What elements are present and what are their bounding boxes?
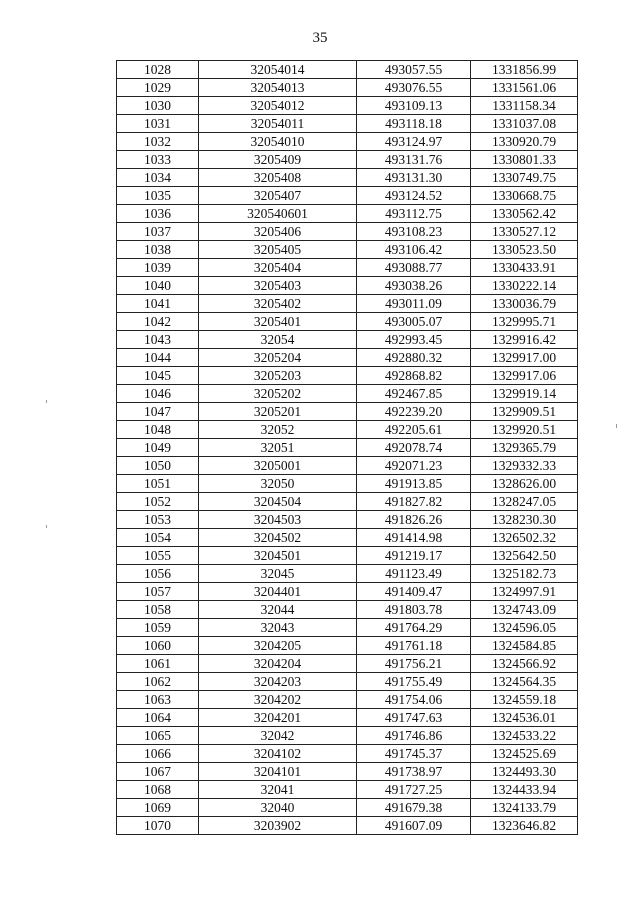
point-code-cell: 3205407 (199, 187, 357, 205)
scan-mark (46, 525, 47, 528)
table-row (117, 79, 578, 97)
table-row (117, 511, 578, 529)
x-coordinate-cell: 492880.32 (357, 349, 471, 367)
x-coordinate-cell: 493005.07 (357, 313, 471, 331)
row-number-cell: 1049 (117, 439, 199, 457)
y-coordinate-cell: 1330801.33 (471, 151, 578, 169)
y-coordinate-cell: 1324564.35 (471, 673, 578, 691)
row-number-cell: 1069 (117, 799, 199, 817)
y-coordinate-cell: 1324493.30 (471, 763, 578, 781)
row-number-cell: 1056 (117, 565, 199, 583)
x-coordinate-cell: 491754.06 (357, 691, 471, 709)
y-coordinate-cell: 1328230.30 (471, 511, 578, 529)
x-coordinate-cell: 491827.82 (357, 493, 471, 511)
y-coordinate-cell: 1329917.00 (471, 349, 578, 367)
y-coordinate-cell: 1325182.73 (471, 565, 578, 583)
table-row (117, 223, 578, 241)
point-code-cell: 32054010 (199, 133, 357, 151)
point-code-cell: 32042 (199, 727, 357, 745)
table-row (117, 781, 578, 799)
y-coordinate-cell: 1330036.79 (471, 295, 578, 313)
y-coordinate-cell: 1325642.50 (471, 547, 578, 565)
x-coordinate-cell: 492868.82 (357, 367, 471, 385)
point-code-cell: 3204502 (199, 529, 357, 547)
row-number-cell: 1063 (117, 691, 199, 709)
x-coordinate-cell: 492467.85 (357, 385, 471, 403)
table-row (117, 457, 578, 475)
table-body (117, 61, 578, 835)
point-code-cell: 3205403 (199, 277, 357, 295)
row-number-cell: 1030 (117, 97, 199, 115)
x-coordinate-cell: 492993.45 (357, 331, 471, 349)
table-row (117, 187, 578, 205)
table-row (117, 61, 578, 79)
y-coordinate-cell: 1331856.99 (471, 61, 578, 79)
x-coordinate-cell: 493057.55 (357, 61, 471, 79)
table-row (117, 691, 578, 709)
row-number-cell: 1038 (117, 241, 199, 259)
row-number-cell: 1053 (117, 511, 199, 529)
table-row (117, 475, 578, 493)
x-coordinate-cell: 491747.63 (357, 709, 471, 727)
row-number-cell: 1058 (117, 601, 199, 619)
y-coordinate-cell: 1324536.01 (471, 709, 578, 727)
table-row (117, 565, 578, 583)
point-code-cell: 3205202 (199, 385, 357, 403)
point-code-cell: 3204204 (199, 655, 357, 673)
table-row (117, 727, 578, 745)
point-code-cell: 3204201 (199, 709, 357, 727)
y-coordinate-cell: 1329916.42 (471, 331, 578, 349)
point-code-cell: 3205408 (199, 169, 357, 187)
point-code-cell: 3205404 (199, 259, 357, 277)
point-code-cell: 32041 (199, 781, 357, 799)
y-coordinate-cell: 1331158.34 (471, 97, 578, 115)
x-coordinate-cell: 493112.75 (357, 205, 471, 223)
y-coordinate-cell: 1324596.05 (471, 619, 578, 637)
row-number-cell: 1066 (117, 745, 199, 763)
row-number-cell: 1047 (117, 403, 199, 421)
y-coordinate-cell: 1324433.94 (471, 781, 578, 799)
table-row (117, 205, 578, 223)
row-number-cell: 1042 (117, 313, 199, 331)
point-code-cell: 32045 (199, 565, 357, 583)
row-number-cell: 1039 (117, 259, 199, 277)
x-coordinate-cell: 493118.18 (357, 115, 471, 133)
point-code-cell: 3204205 (199, 637, 357, 655)
table-row (117, 115, 578, 133)
coordinates-table (116, 60, 578, 835)
x-coordinate-cell: 491755.49 (357, 673, 471, 691)
row-number-cell: 1044 (117, 349, 199, 367)
row-number-cell: 1043 (117, 331, 199, 349)
y-coordinate-cell: 1329920.51 (471, 421, 578, 439)
table-row (117, 241, 578, 259)
table-row (117, 349, 578, 367)
row-number-cell: 1032 (117, 133, 199, 151)
row-number-cell: 1031 (117, 115, 199, 133)
x-coordinate-cell: 491607.09 (357, 817, 471, 835)
y-coordinate-cell: 1330433.91 (471, 259, 578, 277)
y-coordinate-cell: 1328247.05 (471, 493, 578, 511)
point-code-cell: 3204102 (199, 745, 357, 763)
y-coordinate-cell: 1324133.79 (471, 799, 578, 817)
point-code-cell: 32050 (199, 475, 357, 493)
table-row (117, 583, 578, 601)
table-row (117, 799, 578, 817)
y-coordinate-cell: 1329919.14 (471, 385, 578, 403)
point-code-cell: 320540601 (199, 205, 357, 223)
row-number-cell: 1037 (117, 223, 199, 241)
point-code-cell: 3205203 (199, 367, 357, 385)
row-number-cell: 1057 (117, 583, 199, 601)
point-code-cell: 3205204 (199, 349, 357, 367)
point-code-cell: 32040 (199, 799, 357, 817)
table-row (117, 673, 578, 691)
table-row (117, 367, 578, 385)
point-code-cell: 32044 (199, 601, 357, 619)
y-coordinate-cell: 1329995.71 (471, 313, 578, 331)
point-code-cell: 3205409 (199, 151, 357, 169)
point-code-cell: 3204101 (199, 763, 357, 781)
point-code-cell: 32051 (199, 439, 357, 457)
table-row (117, 295, 578, 313)
point-code-cell: 3204504 (199, 493, 357, 511)
table-row (117, 601, 578, 619)
row-number-cell: 1033 (117, 151, 199, 169)
row-number-cell: 1062 (117, 673, 199, 691)
x-coordinate-cell: 493076.55 (357, 79, 471, 97)
table-row (117, 763, 578, 781)
table-row (117, 169, 578, 187)
x-coordinate-cell: 491826.26 (357, 511, 471, 529)
x-coordinate-cell: 493124.52 (357, 187, 471, 205)
y-coordinate-cell: 1331037.08 (471, 115, 578, 133)
y-coordinate-cell: 1324566.92 (471, 655, 578, 673)
y-coordinate-cell: 1323646.82 (471, 817, 578, 835)
x-coordinate-cell: 491679.38 (357, 799, 471, 817)
x-coordinate-cell: 491409.47 (357, 583, 471, 601)
x-coordinate-cell: 493106.42 (357, 241, 471, 259)
table-row (117, 547, 578, 565)
x-coordinate-cell: 491746.86 (357, 727, 471, 745)
point-code-cell: 3205402 (199, 295, 357, 313)
row-number-cell: 1048 (117, 421, 199, 439)
y-coordinate-cell: 1330749.75 (471, 169, 578, 187)
y-coordinate-cell: 1324559.18 (471, 691, 578, 709)
table-row (117, 421, 578, 439)
row-number-cell: 1055 (117, 547, 199, 565)
table-row (117, 619, 578, 637)
table-row (117, 655, 578, 673)
row-number-cell: 1054 (117, 529, 199, 547)
x-coordinate-cell: 491756.21 (357, 655, 471, 673)
row-number-cell: 1061 (117, 655, 199, 673)
point-code-cell: 3203902 (199, 817, 357, 835)
point-code-cell: 32054012 (199, 97, 357, 115)
x-coordinate-cell: 492071.23 (357, 457, 471, 475)
row-number-cell: 1070 (117, 817, 199, 835)
table-row (117, 385, 578, 403)
y-coordinate-cell: 1324743.09 (471, 601, 578, 619)
x-coordinate-cell: 491745.37 (357, 745, 471, 763)
x-coordinate-cell: 493011.09 (357, 295, 471, 313)
x-coordinate-cell: 493124.97 (357, 133, 471, 151)
row-number-cell: 1035 (117, 187, 199, 205)
row-number-cell: 1041 (117, 295, 199, 313)
point-code-cell: 32052 (199, 421, 357, 439)
table-row (117, 709, 578, 727)
row-number-cell: 1029 (117, 79, 199, 97)
point-code-cell: 3205401 (199, 313, 357, 331)
y-coordinate-cell: 1328626.00 (471, 475, 578, 493)
row-number-cell: 1050 (117, 457, 199, 475)
y-coordinate-cell: 1324525.69 (471, 745, 578, 763)
row-number-cell: 1040 (117, 277, 199, 295)
table-row (117, 403, 578, 421)
row-number-cell: 1059 (117, 619, 199, 637)
table-row (117, 259, 578, 277)
point-code-cell: 3204501 (199, 547, 357, 565)
x-coordinate-cell: 492078.74 (357, 439, 471, 457)
point-code-cell: 3204203 (199, 673, 357, 691)
x-coordinate-cell: 492239.20 (357, 403, 471, 421)
row-number-cell: 1068 (117, 781, 199, 799)
row-number-cell: 1067 (117, 763, 199, 781)
table-row (117, 313, 578, 331)
row-number-cell: 1064 (117, 709, 199, 727)
y-coordinate-cell: 1330523.50 (471, 241, 578, 259)
x-coordinate-cell: 491727.25 (357, 781, 471, 799)
y-coordinate-cell: 1324584.85 (471, 637, 578, 655)
row-number-cell: 1046 (117, 385, 199, 403)
y-coordinate-cell: 1324997.91 (471, 583, 578, 601)
x-coordinate-cell: 491913.85 (357, 475, 471, 493)
y-coordinate-cell: 1324533.22 (471, 727, 578, 745)
table-row (117, 529, 578, 547)
point-code-cell: 3205001 (199, 457, 357, 475)
x-coordinate-cell: 493108.23 (357, 223, 471, 241)
y-coordinate-cell: 1329332.33 (471, 457, 578, 475)
x-coordinate-cell: 491414.98 (357, 529, 471, 547)
point-code-cell: 32043 (199, 619, 357, 637)
row-number-cell: 1045 (117, 367, 199, 385)
point-code-cell: 3204202 (199, 691, 357, 709)
y-coordinate-cell: 1330562.42 (471, 205, 578, 223)
x-coordinate-cell: 493131.30 (357, 169, 471, 187)
table-row (117, 331, 578, 349)
point-code-cell: 3205405 (199, 241, 357, 259)
x-coordinate-cell: 491738.97 (357, 763, 471, 781)
x-coordinate-cell: 491764.29 (357, 619, 471, 637)
point-code-cell: 32054011 (199, 115, 357, 133)
point-code-cell: 32054013 (199, 79, 357, 97)
row-number-cell: 1028 (117, 61, 199, 79)
row-number-cell: 1051 (117, 475, 199, 493)
scan-mark (616, 424, 617, 428)
y-coordinate-cell: 1331561.06 (471, 79, 578, 97)
x-coordinate-cell: 492205.61 (357, 421, 471, 439)
y-coordinate-cell: 1329909.51 (471, 403, 578, 421)
point-code-cell: 3205406 (199, 223, 357, 241)
table-row (117, 277, 578, 295)
y-coordinate-cell: 1329365.79 (471, 439, 578, 457)
point-code-cell: 32054014 (199, 61, 357, 79)
x-coordinate-cell: 493109.13 (357, 97, 471, 115)
x-coordinate-cell: 493038.26 (357, 277, 471, 295)
row-number-cell: 1052 (117, 493, 199, 511)
point-code-cell: 3205201 (199, 403, 357, 421)
table-row (117, 637, 578, 655)
table-row (117, 493, 578, 511)
table-row (117, 97, 578, 115)
y-coordinate-cell: 1326502.32 (471, 529, 578, 547)
table-row (117, 133, 578, 151)
point-code-cell: 32054 (199, 331, 357, 349)
x-coordinate-cell: 491123.49 (357, 565, 471, 583)
y-coordinate-cell: 1330222.14 (471, 277, 578, 295)
page-number: 35 (312, 30, 328, 46)
scan-mark (46, 400, 47, 403)
y-coordinate-cell: 1330668.75 (471, 187, 578, 205)
y-coordinate-cell: 1330920.79 (471, 133, 578, 151)
x-coordinate-cell: 491803.78 (357, 601, 471, 619)
x-coordinate-cell: 491219.17 (357, 547, 471, 565)
table-row (117, 439, 578, 457)
row-number-cell: 1034 (117, 169, 199, 187)
x-coordinate-cell: 493131.76 (357, 151, 471, 169)
x-coordinate-cell: 493088.77 (357, 259, 471, 277)
table-row (117, 817, 578, 835)
point-code-cell: 3204401 (199, 583, 357, 601)
point-code-cell: 3204503 (199, 511, 357, 529)
table-row (117, 151, 578, 169)
row-number-cell: 1036 (117, 205, 199, 223)
y-coordinate-cell: 1329917.06 (471, 367, 578, 385)
x-coordinate-cell: 491761.18 (357, 637, 471, 655)
table-row (117, 745, 578, 763)
row-number-cell: 1060 (117, 637, 199, 655)
y-coordinate-cell: 1330527.12 (471, 223, 578, 241)
row-number-cell: 1065 (117, 727, 199, 745)
